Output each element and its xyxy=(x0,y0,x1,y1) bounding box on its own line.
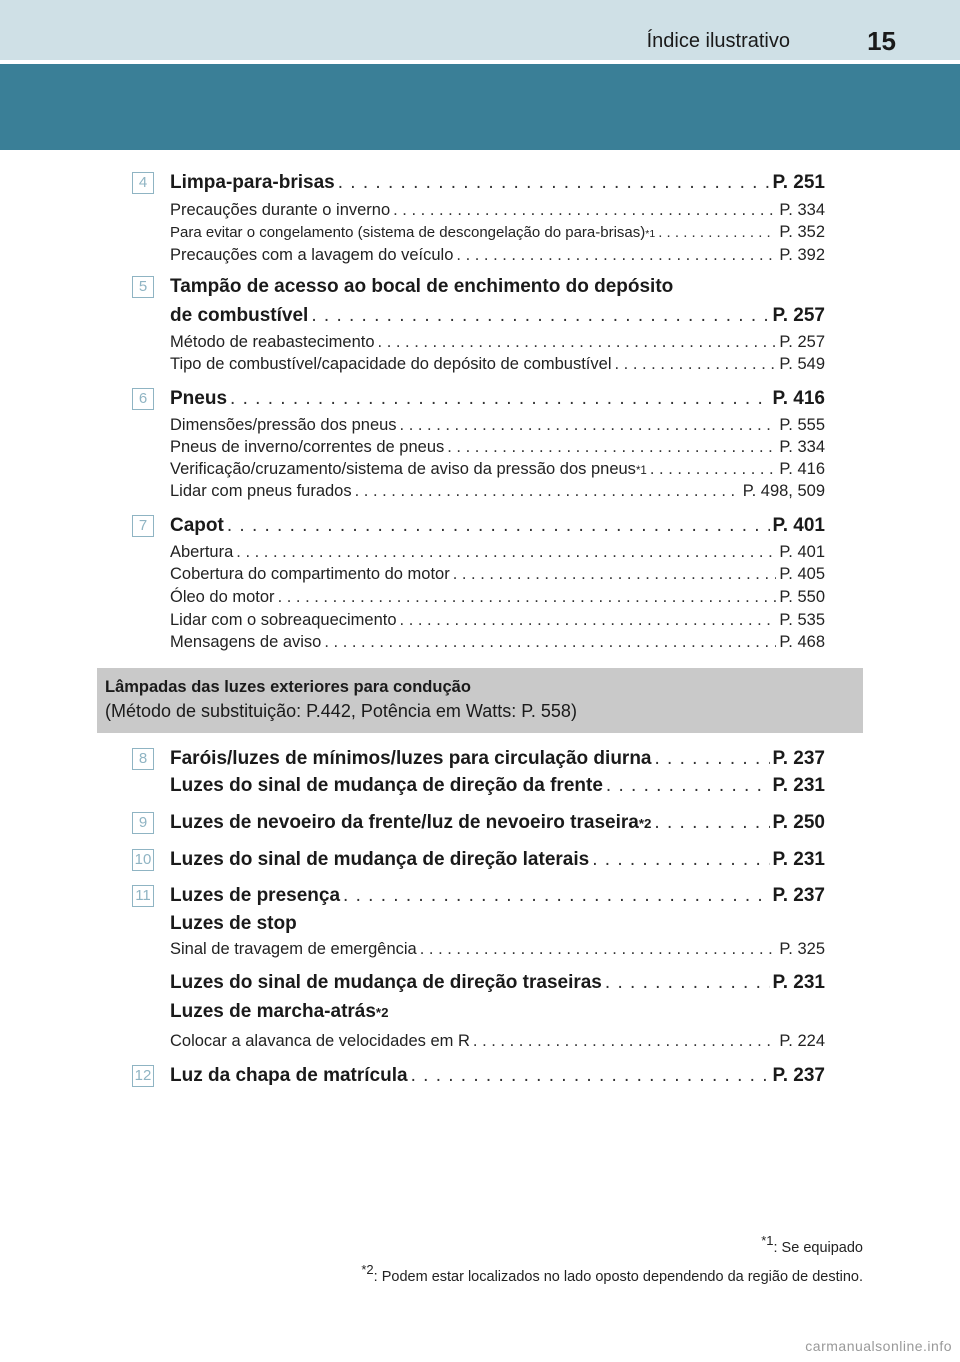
sub-entry-text: Tipo de combustível/capacidade do depósito de combustível xyxy=(170,355,612,373)
sub-entry xyxy=(170,543,825,562)
item-number-badge: 7 xyxy=(132,515,154,537)
index-entry xyxy=(170,972,825,994)
index-entry xyxy=(170,885,825,907)
sub-entry-text: Mensagens de aviso xyxy=(170,633,322,651)
entry-title: Pneus xyxy=(170,388,228,409)
dot-leader xyxy=(473,1032,777,1051)
dot-leader xyxy=(658,224,776,241)
index-entry xyxy=(170,849,825,871)
sub-entry-text: Abertura xyxy=(170,543,234,561)
dot-leader xyxy=(456,246,776,265)
index-entry xyxy=(170,515,825,537)
sub-entry-text: Pneus de inverno/correntes de pneus xyxy=(170,438,445,456)
page-ref[interactable]: P. 224 xyxy=(779,1032,825,1050)
dot-leader xyxy=(338,172,770,194)
sub-entry xyxy=(170,1032,825,1051)
footnote-marker: *1 xyxy=(645,228,656,240)
page-ref[interactable]: P. 257 xyxy=(772,305,825,326)
page-ref[interactable]: P. 334 xyxy=(779,201,825,219)
page-ref[interactable]: P. 250 xyxy=(772,812,825,833)
sub-entry xyxy=(170,940,825,959)
page-ref[interactable]: P. 468 xyxy=(779,633,825,651)
entry-title: Faróis/luzes de mínimos/luzes para circulação diurna xyxy=(170,748,652,769)
footnote-marker: *1 xyxy=(635,465,647,477)
page-ref[interactable]: P. 550 xyxy=(779,588,825,606)
sub-entry-text: Método de reabastecimento xyxy=(170,333,375,351)
dot-leader xyxy=(355,482,740,501)
dot-leader xyxy=(230,388,769,410)
footnote-2 xyxy=(361,1259,863,1288)
sub-entry-text: Colocar a alavanca de velocidades em R xyxy=(170,1032,470,1050)
sub-entry-text: Precauções durante o inverno xyxy=(170,201,391,219)
sub-entry-text: Para evitar o congelamento (sistema de descongelação do para-brisas) xyxy=(170,224,646,241)
index-entry xyxy=(170,812,825,834)
entry-title: Capot xyxy=(170,515,224,536)
dot-leader xyxy=(236,543,776,562)
entry-title: Luzes do sinal de mudança de direção da frente xyxy=(170,775,603,796)
entry-title: Luzes de marcha-atrás xyxy=(170,1001,376,1022)
banner-title: Lâmpadas das luzes exteriores para condução xyxy=(105,678,471,696)
item-number-badge: 8 xyxy=(132,748,154,770)
footnote-text: : Podem estar localizados no lado oposto dependendo da região de destino. xyxy=(373,1269,863,1286)
index-entry xyxy=(170,388,825,410)
page-ref[interactable]: P. 401 xyxy=(772,515,825,536)
sub-entry-text: Dimensões/pressão dos pneus xyxy=(170,416,397,434)
dot-leader xyxy=(378,333,777,352)
sub-entry-text: Sinal de travagem de emergência xyxy=(170,940,417,958)
dot-leader xyxy=(311,305,769,327)
entry-title: Luzes do sinal de mudança de direção traseiras xyxy=(170,972,602,993)
header-band xyxy=(0,64,960,150)
page-ref[interactable]: P. 231 xyxy=(772,775,825,796)
dot-leader xyxy=(654,812,769,834)
item-number-badge: 6 xyxy=(132,388,154,410)
page-ref[interactable]: P. 237 xyxy=(772,885,825,906)
index-entry xyxy=(170,305,825,327)
footnote-marker: *1 xyxy=(761,1233,774,1248)
item-number-badge: 11 xyxy=(132,885,154,907)
page-ref[interactable]: P. 251 xyxy=(772,172,825,193)
page-ref[interactable]: P. 257 xyxy=(779,333,825,351)
entry-title-line xyxy=(170,913,825,935)
item-number-badge: 5 xyxy=(132,276,154,298)
entry-title: Luzes do sinal de mudança de direção laterais xyxy=(170,849,590,870)
dot-leader xyxy=(400,611,777,630)
entry-title: de combustível xyxy=(170,305,309,326)
page-ref[interactable]: P. 325 xyxy=(779,940,825,958)
top-band xyxy=(0,0,960,60)
sub-entry xyxy=(170,565,825,584)
index-entry xyxy=(170,1065,825,1087)
dot-leader xyxy=(278,588,777,607)
sub-entry xyxy=(170,633,825,652)
page-number: 15 xyxy=(867,26,896,56)
item-number-badge: 9 xyxy=(132,812,154,834)
index-entry xyxy=(170,748,825,770)
sub-entry xyxy=(170,416,825,435)
item-number-badge: 4 xyxy=(132,172,154,194)
dot-leader xyxy=(655,748,770,770)
page-ref[interactable]: P. 549 xyxy=(779,355,825,373)
page-ref[interactable]: P. 352 xyxy=(779,223,825,241)
sub-entry xyxy=(170,460,825,479)
entry-title-line1 xyxy=(170,276,825,298)
dot-leader xyxy=(447,438,776,457)
banner-subtitle: (Método de substituição: P.442, Potência em Watts: P. 558) xyxy=(105,701,577,721)
footnote-marker: *2 xyxy=(361,1262,374,1278)
page-ref[interactable]: P. 237 xyxy=(772,1065,825,1086)
index-entry xyxy=(170,172,825,194)
sub-entry xyxy=(170,588,825,607)
sub-entry xyxy=(170,201,825,220)
footnote-1 xyxy=(361,1230,863,1259)
sub-entry-text: Óleo do motor xyxy=(170,588,275,606)
item-number-badge: 12 xyxy=(132,1065,154,1087)
dot-leader xyxy=(411,1065,770,1087)
index-entry xyxy=(170,775,825,797)
dot-leader xyxy=(453,565,777,584)
dot-leader xyxy=(615,355,777,374)
entry-title: Luzes de stop xyxy=(170,913,297,934)
sub-entry xyxy=(170,246,825,265)
section-title: Índice ilustrativo xyxy=(646,30,790,52)
page-ref[interactable]: P. 231 xyxy=(772,972,825,993)
entry-title: Luzes de nevoeiro da frente/luz de nevoeiro traseira xyxy=(170,812,639,833)
dot-leader xyxy=(393,201,776,220)
item-number-badge: 10 xyxy=(132,849,154,871)
entry-title: Limpa-para-brisas xyxy=(170,172,335,193)
page-ref[interactable]: P. 237 xyxy=(772,748,825,769)
dot-leader xyxy=(650,460,777,479)
page-ref[interactable]: P. 334 xyxy=(779,438,825,456)
dot-leader xyxy=(606,775,770,797)
sub-entry xyxy=(170,438,825,457)
lamp-section-banner xyxy=(97,668,863,733)
footnote-text: : Se equipado xyxy=(773,1240,863,1257)
footnote-marker: *2 xyxy=(638,816,652,831)
entry-title: Luz da chapa de matrícula xyxy=(170,1065,408,1086)
page-ref[interactable]: P. 392 xyxy=(779,246,825,264)
dot-leader xyxy=(343,885,769,907)
page-ref[interactable]: P. 405 xyxy=(779,565,825,583)
sub-entry xyxy=(170,355,825,374)
footnotes xyxy=(361,1230,863,1288)
page-ref[interactable]: P. 498, 509 xyxy=(742,482,825,500)
sub-entry-text: Lidar com pneus furados xyxy=(170,482,352,500)
sub-entry xyxy=(170,333,825,352)
sub-entry xyxy=(170,223,825,242)
sub-entry-text: Verificação/cruzamento/sistema de aviso da pressão dos pneus xyxy=(170,460,636,478)
page-ref[interactable]: P. 555 xyxy=(779,416,825,434)
dot-leader xyxy=(227,515,770,537)
page-ref[interactable]: P. 416 xyxy=(772,388,825,409)
entry-title: Tampão de acesso ao bocal de enchimento do depósito xyxy=(170,276,674,297)
dot-leader xyxy=(420,940,777,959)
entry-title: Luzes de presença xyxy=(170,885,341,906)
page-ref[interactable]: P. 231 xyxy=(772,849,825,870)
entry-title-line xyxy=(170,1001,825,1023)
watermark: carmanualsonline.info xyxy=(805,1338,952,1354)
sub-entry xyxy=(170,611,825,630)
sub-entry-text: Lidar com o sobreaquecimento xyxy=(170,611,397,629)
sub-entry-text: Precauções com a lavagem do veículo xyxy=(170,246,454,264)
page-ref[interactable]: P. 535 xyxy=(779,611,825,629)
dot-leader xyxy=(324,633,776,652)
page-ref[interactable]: P. 401 xyxy=(779,543,825,561)
footnote-marker: *2 xyxy=(375,1005,389,1020)
page-ref[interactable]: P. 416 xyxy=(779,460,825,478)
dot-leader xyxy=(605,972,770,994)
dot-leader xyxy=(592,849,769,871)
sub-entry xyxy=(170,482,825,501)
dot-leader xyxy=(400,416,777,435)
sub-entry-text: Cobertura do compartimento do motor xyxy=(170,565,450,583)
